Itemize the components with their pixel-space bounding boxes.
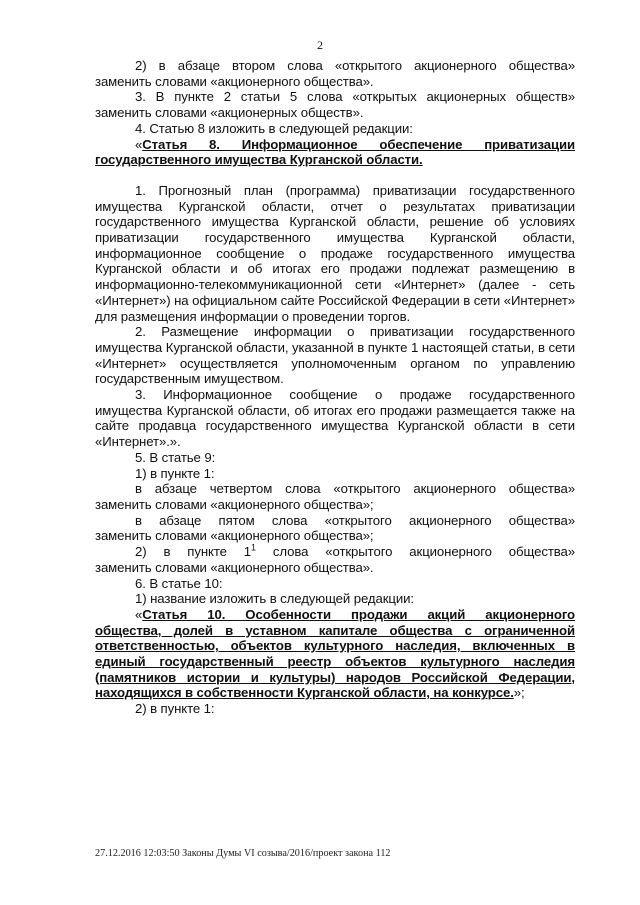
- article-10-heading: [95, 607, 575, 623]
- quote-close: »;: [513, 685, 525, 701]
- paragraph: 3. В пункте 2 статьи 5 слова «открытых акционерных обществ»: [135, 89, 575, 105]
- paragraph: заменить словами «акционерного общества».: [95, 73, 374, 89]
- spacer: [95, 168, 575, 183]
- article-10-heading-cont: [95, 623, 575, 702]
- article-8-heading-cont: [95, 152, 575, 168]
- text-run: 2) в пункте 1: [135, 544, 252, 560]
- page-number: 2: [317, 38, 323, 52]
- superscript: 1: [251, 542, 256, 553]
- article-10-title-cont: общества, долей в уставном капитале общества с ограниченной ответственностью, объектов культурного наследия, включенных в единый государственный реестр объектов культурного наследия (памятников истории и культуры) народов Российской Федерации, находящихся в собственности Курганской области, на конкурсе.: [95, 622, 575, 701]
- paragraph: в абзаце четвертом слова «открытого акционерного общества»: [135, 481, 575, 497]
- paragraph: 1) в пункте 1:: [135, 465, 215, 481]
- paragraph: заменить словами «акционерного общества».: [95, 559, 374, 575]
- article-8-title-cont: государственного имущества Курганской области.: [95, 152, 423, 168]
- quote-open: «: [135, 606, 143, 622]
- paragraph: 4. Статью 8 изложить в следующей редакции:: [135, 120, 413, 136]
- article-8-heading: [95, 137, 575, 153]
- footer-stamp: 27.12.2016 12:03:50 Законы Думы VI созыва/2016/проект закона 112: [95, 848, 391, 859]
- paragraph: 2) в пункте 1:: [135, 701, 215, 717]
- paragraph: 1. Прогнозный план (программа) приватизации государственного имущества Курганской области, отчет о результатах приватизации государственного имущества Курганской области, решение об условиях приватизации государственного имущества Курганской области, информационное сообщение о продаже государственного имущества Курганской области и об итогах его продажи подлежат размещению в информационно-телекоммуникационной сети «Интернет» (далее - сеть «Интернет») на официальном сайте Российской Федерации в сети «Интернет» для размещения информации о проведении торгов.: [95, 182, 575, 324]
- paragraph: в абзаце пятом слова «открытого акционерного общества»: [135, 512, 575, 528]
- paragraph: заменить словами «акционерных обществ».: [95, 105, 364, 121]
- document-body: [95, 58, 575, 717]
- paragraph: 2) в абзаце втором слова «открытого акционерного общества»: [135, 58, 575, 73]
- paragraph: заменить словами «акционерного общества»;: [95, 528, 374, 544]
- paragraph: 5. В статье 9:: [135, 449, 216, 465]
- article-8-title: Статья 8. Информационное обеспечение приватизации: [142, 136, 575, 152]
- paragraph: [95, 544, 575, 560]
- article-10-title: Статья 10. Особенности продажи акций акционерного: [142, 606, 575, 622]
- paragraph: заменить словами «акционерного общества»;: [95, 496, 374, 512]
- text-run: слова «открытого акционерного общества»: [255, 544, 575, 560]
- paragraph: 2. Размещение информации о приватизации государственного имущества Курганской области, указанной в пункте 1 настоящей статьи, в сети «Интернет» осуществляется уполномоченным органом по управлению государственным имуществом.: [95, 324, 575, 387]
- paragraph: 1) название изложить в следующей редакции:: [135, 591, 414, 607]
- paragraph: 3. Информационное сообщение о продаже государственного имущества Курганской области, об итогах его продажи размещается также на сайте продавца государственного имущества Курганской области в сети «Интернет».».: [95, 387, 575, 450]
- paragraph: 6. В статье 10:: [135, 575, 223, 591]
- quote-open: «: [135, 136, 143, 152]
